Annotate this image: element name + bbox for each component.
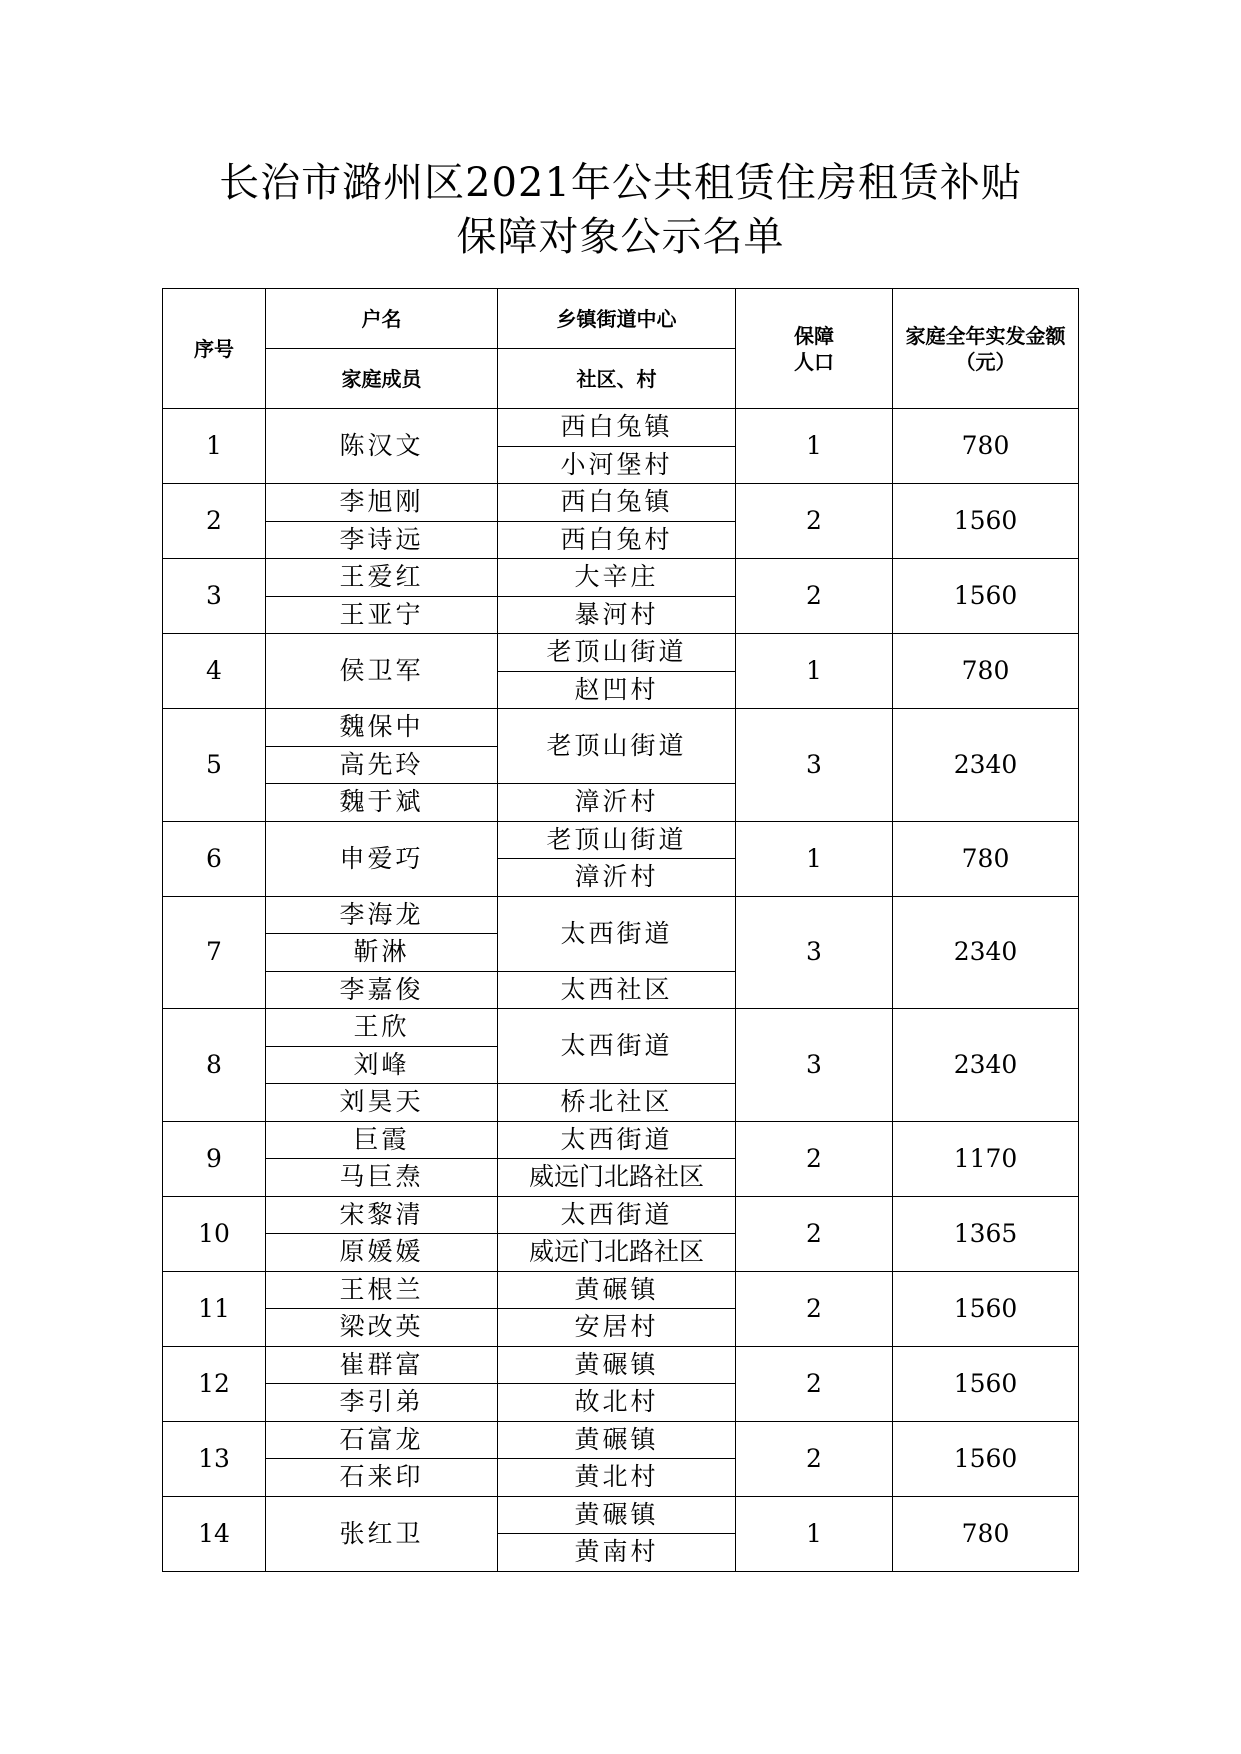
village-cell: 故北村 — [498, 1384, 736, 1422]
town-cell: 老顶山街道 — [498, 821, 736, 859]
name-cell: 王爱红 — [266, 559, 498, 597]
seq-cell: 3 — [163, 559, 266, 634]
amount-cell: 1560 — [893, 559, 1079, 634]
amount-cell: 2340 — [893, 1009, 1079, 1122]
name-cell: 原媛媛 — [266, 1234, 498, 1272]
people-cell: 2 — [736, 1121, 893, 1196]
name-cell: 张红卫 — [266, 1496, 498, 1571]
table-row — [163, 559, 1079, 597]
name-cell: 巨霞 — [266, 1121, 498, 1159]
town-cell: 太西街道 — [498, 896, 736, 971]
amount-cell: 780 — [893, 1496, 1079, 1571]
village-cell: 黄南村 — [498, 1534, 736, 1572]
people-cell: 1 — [736, 1496, 893, 1571]
document-title-line2: 保障对象公示名单 — [456, 214, 785, 260]
people-cell: 1 — [736, 634, 893, 709]
name-cell: 宋黎清 — [266, 1196, 498, 1234]
name-cell: 石来印 — [266, 1459, 498, 1497]
town-cell: 黄碾镇 — [498, 1271, 736, 1309]
name-cell: 陈汉文 — [266, 409, 498, 484]
seq-cell: 6 — [163, 821, 266, 896]
header-village: 社区、村 — [498, 349, 736, 409]
name-cell: 崔群富 — [266, 1346, 498, 1384]
document-title-line1: 长治市潞州区2021年公共租赁住房租赁补贴 — [219, 160, 1022, 206]
village-cell: 暴河村 — [498, 596, 736, 634]
header-household: 户名 — [266, 289, 498, 349]
seq-cell: 13 — [163, 1421, 266, 1496]
village-cell: 漳沂村 — [498, 859, 736, 897]
seq-cell: 4 — [163, 634, 266, 709]
town-cell: 黄碾镇 — [498, 1346, 736, 1384]
town-cell: 大辛庄 — [498, 559, 736, 597]
name-cell: 刘昊天 — [266, 1084, 498, 1122]
name-cell: 高先玲 — [266, 746, 498, 784]
seq-cell: 1 — [163, 409, 266, 484]
name-cell: 申爱巧 — [266, 821, 498, 896]
people-cell: 3 — [736, 1009, 893, 1122]
amount-cell: 780 — [893, 821, 1079, 896]
table-row — [163, 1271, 1079, 1309]
village-cell: 威远门北路社区 — [498, 1159, 736, 1197]
amount-cell: 1365 — [893, 1196, 1079, 1271]
amount-cell: 2340 — [893, 709, 1079, 822]
village-cell: 太西社区 — [498, 971, 736, 1009]
seq-cell: 10 — [163, 1196, 266, 1271]
name-cell: 王欣 — [266, 1009, 498, 1047]
name-cell: 马巨焘 — [266, 1159, 498, 1197]
people-cell: 2 — [736, 1346, 893, 1421]
village-cell: 桥北社区 — [498, 1084, 736, 1122]
village-cell: 黄北村 — [498, 1459, 736, 1497]
seq-cell: 2 — [163, 484, 266, 559]
seq-cell: 9 — [163, 1121, 266, 1196]
seq-cell: 11 — [163, 1271, 266, 1346]
village-cell: 威远门北路社区 — [498, 1234, 736, 1272]
town-cell: 太西街道 — [498, 1009, 736, 1084]
name-cell: 王根兰 — [266, 1271, 498, 1309]
people-cell: 2 — [736, 1421, 893, 1496]
name-cell: 靳淋 — [266, 934, 498, 972]
name-cell: 李引弟 — [266, 1384, 498, 1422]
people-cell: 3 — [736, 709, 893, 822]
seq-cell: 5 — [163, 709, 266, 822]
village-cell: 安居村 — [498, 1309, 736, 1347]
header-seq: 序号 — [163, 289, 266, 409]
header-amount: 家庭全年实发金额（元） — [893, 289, 1079, 409]
amount-cell: 780 — [893, 634, 1079, 709]
table-row — [163, 1496, 1079, 1534]
people-cell: 3 — [736, 896, 893, 1009]
table-row — [163, 1009, 1079, 1047]
village-cell: 西白兔村 — [498, 521, 736, 559]
town-cell: 黄碾镇 — [498, 1496, 736, 1534]
seq-cell: 12 — [163, 1346, 266, 1421]
table-row — [163, 409, 1079, 447]
town-cell: 太西街道 — [498, 1196, 736, 1234]
people-cell: 1 — [736, 821, 893, 896]
table-row — [163, 896, 1079, 934]
amount-cell: 1560 — [893, 1421, 1079, 1496]
header-members: 家庭成员 — [266, 349, 498, 409]
table-row — [163, 634, 1079, 672]
town-cell: 黄碾镇 — [498, 1421, 736, 1459]
name-cell: 魏保中 — [266, 709, 498, 747]
town-cell: 西白兔镇 — [498, 409, 736, 447]
name-cell: 李旭刚 — [266, 484, 498, 522]
table-row — [163, 1121, 1079, 1159]
amount-cell: 1560 — [893, 1346, 1079, 1421]
amount-cell: 1560 — [893, 1271, 1079, 1346]
header-people: 保障人口 — [736, 289, 893, 409]
table-row — [163, 1421, 1079, 1459]
name-cell: 魏于斌 — [266, 784, 498, 822]
town-cell: 西白兔镇 — [498, 484, 736, 522]
header-town: 乡镇街道中心 — [498, 289, 736, 349]
people-cell: 2 — [736, 559, 893, 634]
people-cell: 2 — [736, 1196, 893, 1271]
village-cell: 赵凹村 — [498, 671, 736, 709]
table-row — [163, 1346, 1079, 1384]
people-cell: 2 — [736, 1271, 893, 1346]
name-cell: 侯卫军 — [266, 634, 498, 709]
table-row — [163, 821, 1079, 859]
amount-cell: 2340 — [893, 896, 1079, 1009]
table-row — [163, 709, 1079, 747]
seq-cell: 14 — [163, 1496, 266, 1571]
town-cell: 老顶山街道 — [498, 634, 736, 672]
table-row — [163, 1196, 1079, 1234]
name-cell: 刘峰 — [266, 1046, 498, 1084]
village-cell: 漳沂村 — [498, 784, 736, 822]
recipient-table — [162, 288, 1079, 1572]
people-cell: 2 — [736, 484, 893, 559]
amount-cell: 1560 — [893, 484, 1079, 559]
name-cell: 李诗远 — [266, 521, 498, 559]
people-cell: 1 — [736, 409, 893, 484]
table-row — [163, 484, 1079, 522]
seq-cell: 8 — [163, 1009, 266, 1122]
town-cell: 太西街道 — [498, 1121, 736, 1159]
name-cell: 梁改英 — [266, 1309, 498, 1347]
name-cell: 王亚宁 — [266, 596, 498, 634]
amount-cell: 1170 — [893, 1121, 1079, 1196]
name-cell: 李海龙 — [266, 896, 498, 934]
village-cell: 小河堡村 — [498, 446, 736, 484]
amount-cell: 780 — [893, 409, 1079, 484]
town-cell: 老顶山街道 — [498, 709, 736, 784]
name-cell: 李嘉俊 — [266, 971, 498, 1009]
name-cell: 石富龙 — [266, 1421, 498, 1459]
seq-cell: 7 — [163, 896, 266, 1009]
